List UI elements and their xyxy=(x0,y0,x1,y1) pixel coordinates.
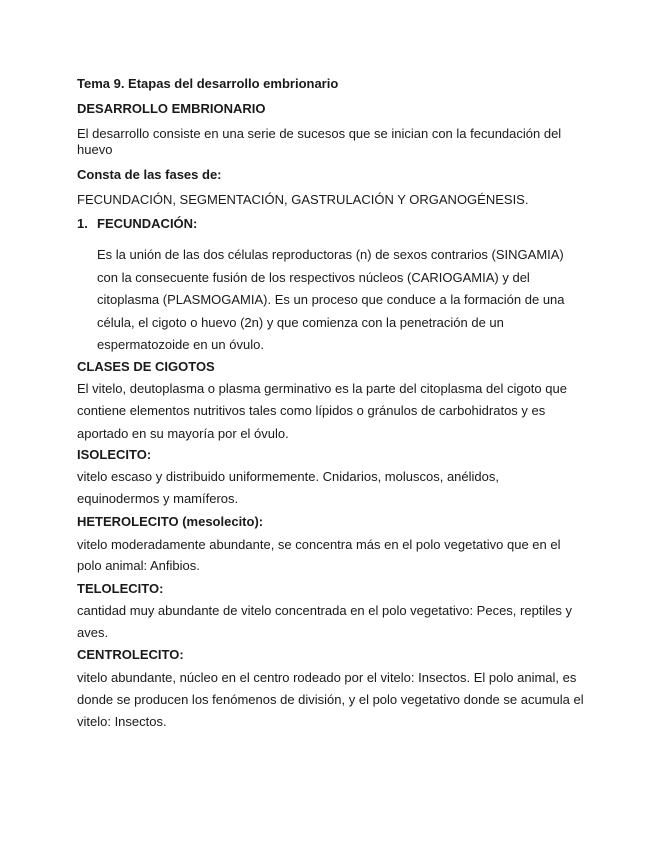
heterolecito-line: polo animal: Anfibios. xyxy=(77,558,200,573)
heading-centrolecito: CENTROLECITO: xyxy=(77,647,184,662)
heading-heterolecito: HETEROLECITO (mesolecito): xyxy=(77,514,264,529)
clases-line: aportado en su mayoría por el óvulo. xyxy=(77,426,289,441)
document-title: Tema 9. Etapas del desarrollo embrionario xyxy=(77,76,339,91)
telolecito-line: cantidad muy abundante de vitelo concentrada en el polo vegetativo: Peces, reptiles y xyxy=(77,603,573,618)
heading-isolecito: ISOLECITO: xyxy=(77,447,152,462)
section-1-title: FECUNDACIÓN: xyxy=(97,216,198,231)
centrolecito-line: vitelo abundante, núcleo en el centro rodeado por el vitelo: Insectos. El polo animal, es xyxy=(77,670,577,685)
fecundacion-line: espermatozoide en un óvulo. xyxy=(97,337,264,352)
fecundacion-line: citoplasma (PLASMOGAMIA). Es un proceso que conduce a la formación de una xyxy=(97,292,565,307)
phases-heading: Consta de las fases de: xyxy=(77,167,222,182)
isolecito-line: equinodermos y mamíferos. xyxy=(77,491,239,506)
fecundacion-line: con la consecuente fusión de los respectivos núcleos (CARIOGAMIA) y del xyxy=(97,270,530,285)
clases-line: El vitelo, deutoplasma o plasma germinativo es la parte del citoplasma del cigoto que xyxy=(77,381,567,396)
centrolecito-line: vitelo: Insectos. xyxy=(77,714,167,729)
telolecito-line: aves. xyxy=(77,625,109,640)
clases-line: contiene elementos nutritivos tales como lípidos o gránulos de carbohidratos y es xyxy=(77,403,546,418)
section-1-number: 1. xyxy=(77,216,88,231)
fecundacion-line: célula, el cigoto o huevo (2n) y que comienza con la penetración de un xyxy=(97,315,504,330)
isolecito-line: vitelo escaso y distribuido uniformemente. Cnidarios, moluscos, anélidos, xyxy=(77,469,499,484)
heading-telolecito: TELOLECITO: xyxy=(77,581,164,596)
phases-list: FECUNDACIÓN, SEGMENTACIÓN, GASTRULACIÓN Y ORGANOGÉNESIS. xyxy=(77,192,529,207)
intro-line: huevo xyxy=(77,142,113,157)
heading-desarrollo-embrionario: DESARROLLO EMBRIONARIO xyxy=(77,101,266,116)
fecundacion-line: Es la unión de las dos células reproductoras (n) de sexos contrarios (SINGAMIA) xyxy=(97,247,564,262)
heading-clases-de-cigotos: CLASES DE CIGOTOS xyxy=(77,359,215,374)
heterolecito-line: vitelo moderadamente abundante, se concentra más en el polo vegetativo que en el xyxy=(77,537,561,552)
centrolecito-line: donde se producen los fenómenos de división, y el polo vegetativo donde se acumula el xyxy=(77,692,584,707)
intro-line: El desarrollo consiste en una serie de sucesos que se inician con la fecundación del xyxy=(77,126,562,141)
